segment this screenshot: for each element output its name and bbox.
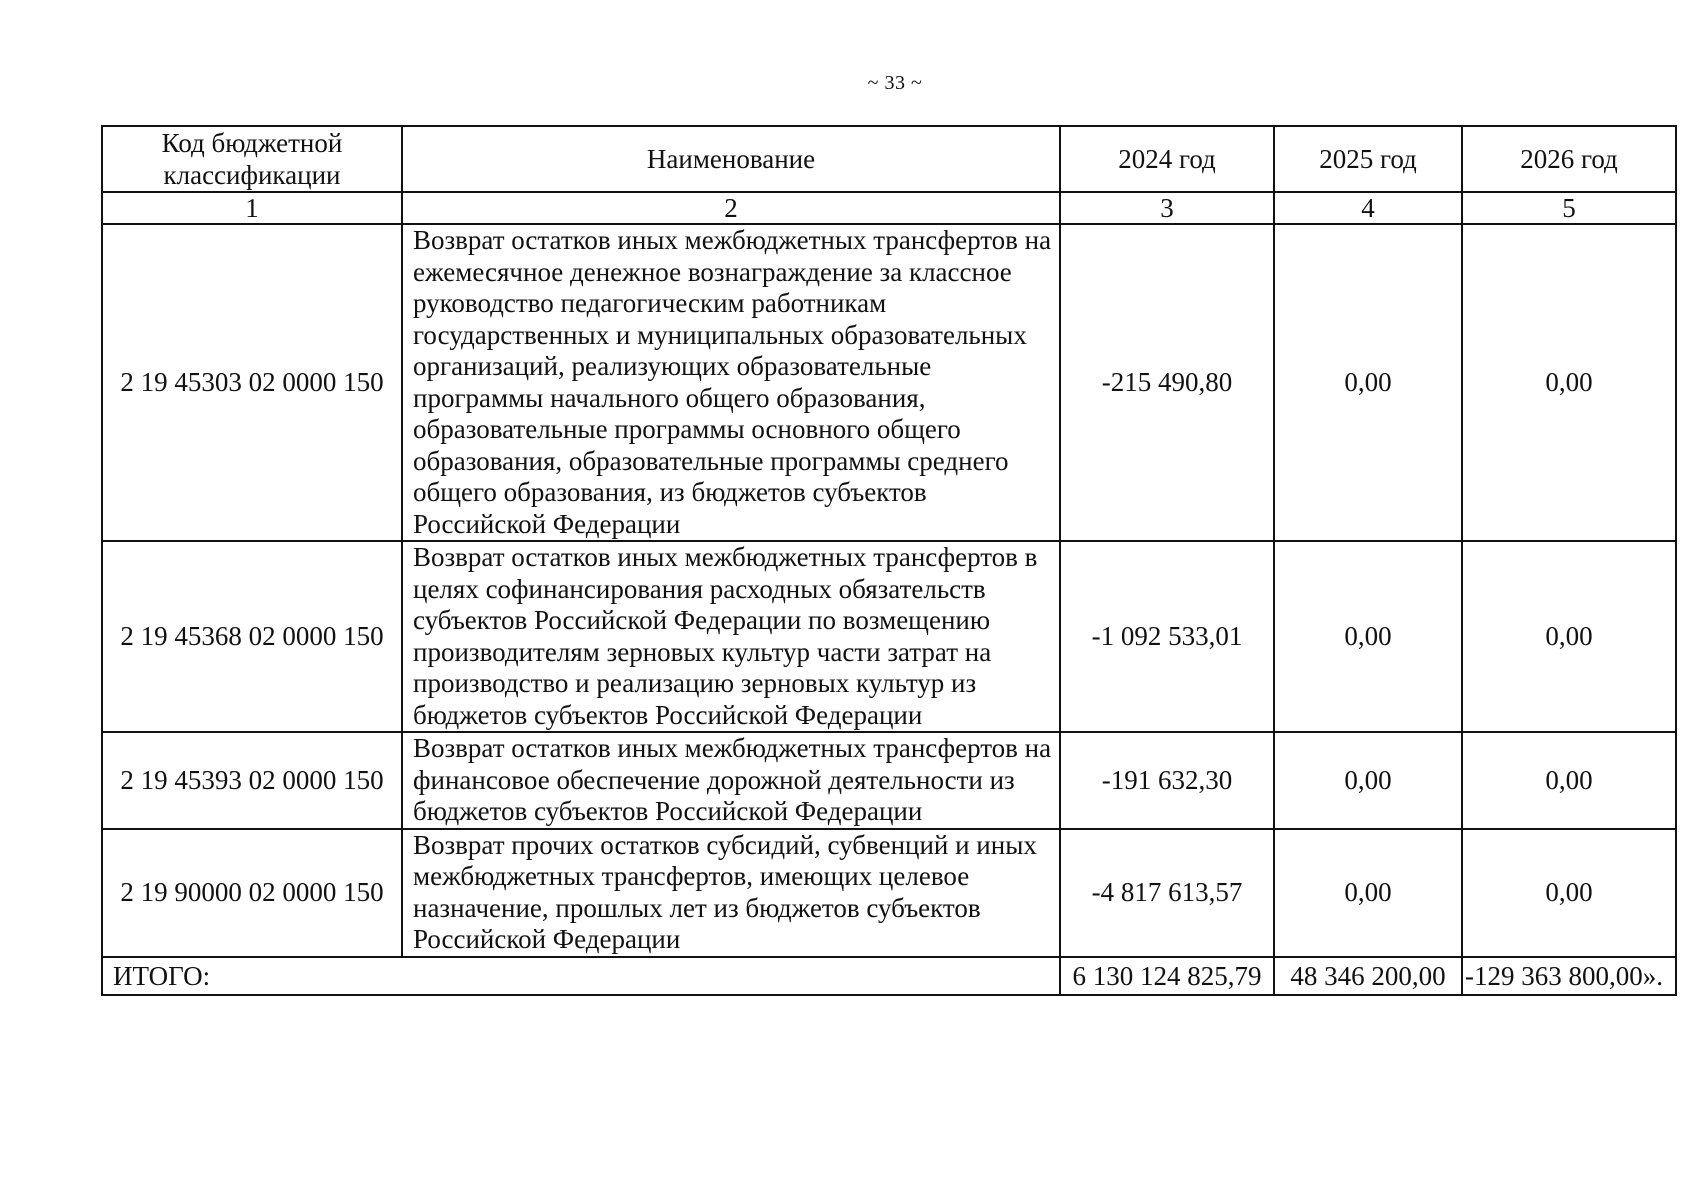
total-2026: -129 363 800,00 bbox=[1465, 960, 1643, 991]
item-name: Возврат остатков иных межбюджетных трансфертов в целях софинансирования расходных обязательств субъектов Российской Федерации по возмещению производителям зерновых культур части затрат на производство и реализацию зерновых культур из бюджетов субъектов Российской Федерации bbox=[402, 541, 1060, 732]
budget-table bbox=[101, 125, 1677, 996]
column-number: 3 bbox=[1060, 192, 1274, 224]
header-2025: 2025 год bbox=[1274, 126, 1462, 192]
column-number: 2 bbox=[402, 192, 1060, 224]
value-2025: 0,00 bbox=[1274, 732, 1462, 829]
budget-code: 2 19 45368 02 0000 150 bbox=[102, 541, 402, 732]
total-2024: 6 130 124 825,79 bbox=[1060, 957, 1274, 995]
value-2026: 0,00 bbox=[1462, 732, 1676, 829]
table-row bbox=[102, 224, 1676, 541]
header-2024: 2024 год bbox=[1060, 126, 1274, 192]
value-2026: 0,00 bbox=[1462, 829, 1676, 957]
item-name: Возврат остатков иных межбюджетных трансфертов на финансовое обеспечение дорожной деятельности из бюджетов субъектов Российской Федерации bbox=[402, 732, 1060, 829]
header-name: Наименование bbox=[402, 126, 1060, 192]
budget-code: 2 19 90000 02 0000 150 bbox=[102, 829, 402, 957]
column-number: 4 bbox=[1274, 192, 1462, 224]
page-number: ~ 33 ~ bbox=[867, 72, 923, 94]
closing-quote-mark: ». bbox=[1642, 960, 1663, 991]
budget-code: 2 19 45393 02 0000 150 bbox=[102, 732, 402, 829]
value-2024: -215 490,80 bbox=[1060, 224, 1274, 541]
item-name: Возврат остатков иных межбюджетных трансфертов на ежемесячное денежное вознаграждение за классное руководство педагогическим работникам государственных и муниципальных образовательных организаций, реализующих образовательные программы начального общего образования, образовательные программы основного общего образования, образовательные программы среднего общего образования, из бюджетов субъектов Российской Федерации bbox=[402, 224, 1060, 541]
value-2025: 0,00 bbox=[1274, 829, 1462, 957]
header-2026: 2026 год bbox=[1462, 126, 1676, 192]
column-number: 1 bbox=[102, 192, 402, 224]
total-label: ИТОГО: bbox=[102, 957, 1060, 995]
total-2026-cell bbox=[1462, 957, 1676, 995]
table-row bbox=[102, 829, 1676, 957]
value-2024: -4 817 613,57 bbox=[1060, 829, 1274, 957]
total-row bbox=[102, 957, 1676, 995]
total-2025: 48 346 200,00 bbox=[1274, 957, 1462, 995]
value-2024: -191 632,30 bbox=[1060, 732, 1274, 829]
value-2026: 0,00 bbox=[1462, 224, 1676, 541]
value-2025: 0,00 bbox=[1274, 224, 1462, 541]
value-2024: -1 092 533,01 bbox=[1060, 541, 1274, 732]
value-2025: 0,00 bbox=[1274, 541, 1462, 732]
item-name: Возврат прочих остатков субсидий, субвенций и иных межбюджетных трансфертов, имеющих целевое назначение, прошлых лет из бюджетов субъектов Российской Федерации bbox=[402, 829, 1060, 957]
budget-code: 2 19 45303 02 0000 150 bbox=[102, 224, 402, 541]
table-row bbox=[102, 732, 1676, 829]
header-code: Код бюджетной классификации bbox=[102, 126, 402, 192]
table-row bbox=[102, 541, 1676, 732]
header-row bbox=[102, 126, 1676, 192]
column-number: 5 bbox=[1462, 192, 1676, 224]
value-2026: 0,00 bbox=[1462, 541, 1676, 732]
column-number-row bbox=[102, 192, 1676, 224]
